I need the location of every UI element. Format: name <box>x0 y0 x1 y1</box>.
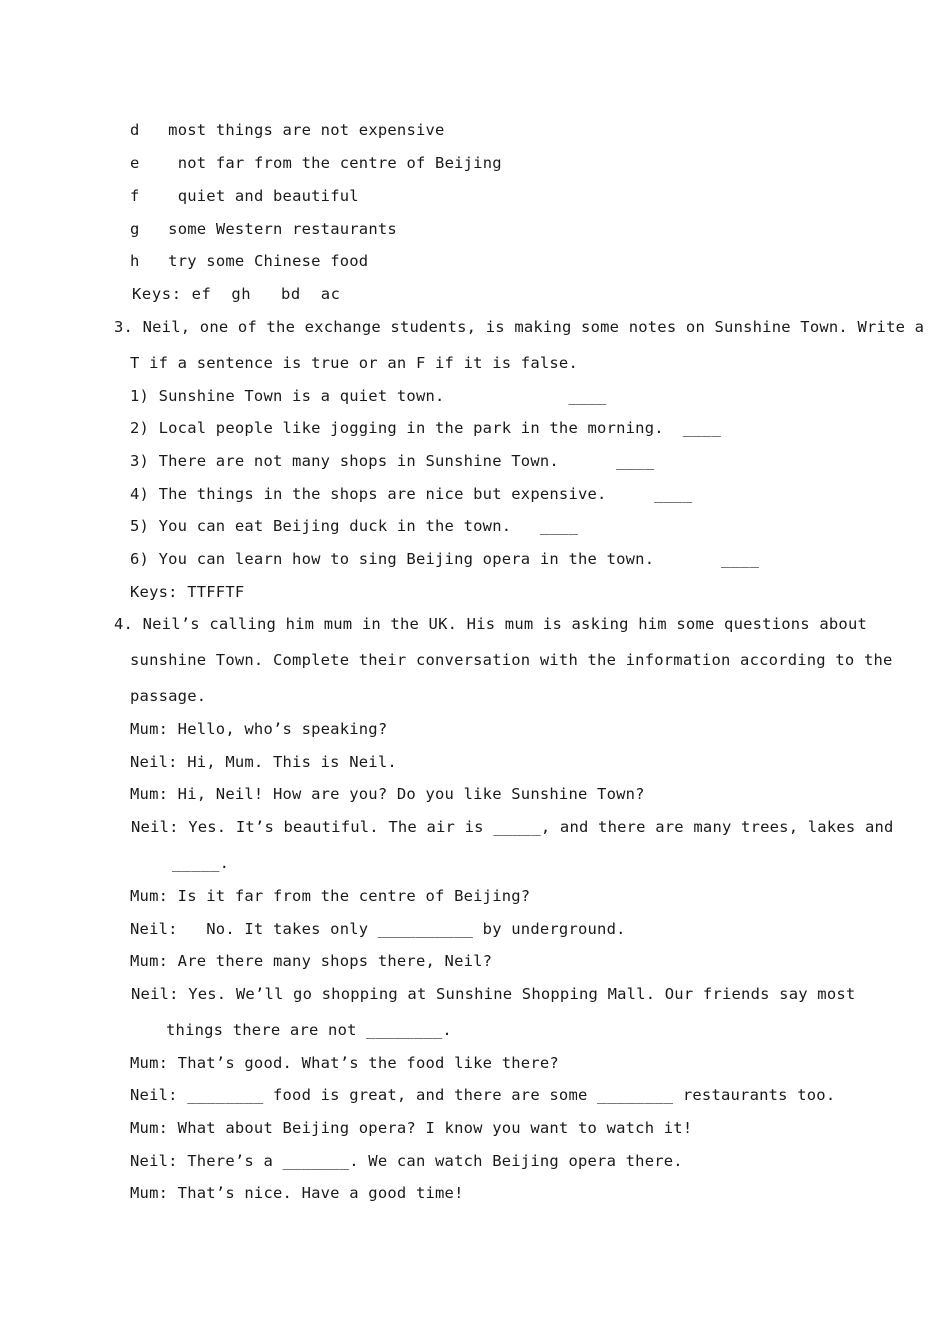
q3-statement-4: 4) The things in the shops are nice but expensive. ____ <box>130 485 693 503</box>
option-h: h try some Chinese food <box>130 252 369 270</box>
q3-statement-1: 1) Sunshine Town is a quiet town. ____ <box>130 387 607 405</box>
q3-keys: Keys: TTFFTF <box>130 583 245 601</box>
dialogue-line-continuation: things there are not ________. <box>166 1021 452 1039</box>
q4-instruction-line3: passage. <box>130 687 207 705</box>
dialogue-line: Mum: That’s good. What’s the food like there? <box>130 1054 559 1072</box>
dialogue-line: Neil: ________ food is great, and there are some ________ restaurants too. <box>130 1086 836 1104</box>
q3-statement-5: 5) You can eat Beijing duck in the town. ____ <box>130 517 578 535</box>
q3-statement-3: 3) There are not many shops in Sunshine Town. ____ <box>130 452 655 470</box>
option-d: d most things are not expensive <box>130 121 445 139</box>
dialogue-line: Mum: Are there many shops there, Neil? <box>130 952 493 970</box>
option-e: e not far from the centre of Beijing <box>130 154 502 172</box>
dialogue-line: Mum: Hello, who’s speaking? <box>130 720 388 738</box>
dialogue-line: Neil: Hi, Mum. This is Neil. <box>130 753 397 771</box>
keys-options: Keys: ef gh bd ac <box>132 285 341 303</box>
q4-instruction-line2: sunshine Town. Complete their conversation with the information according to the <box>130 651 893 669</box>
option-g: g some Western restaurants <box>130 220 397 238</box>
option-f: f quiet and beautiful <box>130 187 359 205</box>
q3-instruction-line2: T if a sentence is true or an F if it is false. <box>130 354 578 372</box>
q3-statement-2: 2) Local people like jogging in the park in the morning. ____ <box>130 419 721 437</box>
dialogue-line: Neil: There’s a _______. We can watch Beijing opera there. <box>130 1152 683 1170</box>
dialogue-line: Neil: Yes. It’s beautiful. The air is _____, and there are many trees, lakes and <box>131 818 894 836</box>
dialogue-line: Neil: Yes. We’ll go shopping at Sunshine Shopping Mall. Our friends say most <box>131 985 856 1003</box>
dialogue-line: Mum: What about Beijing opera? I know you want to watch it! <box>130 1119 693 1137</box>
dialogue-line-continuation: _____. <box>172 854 230 872</box>
dialogue-line: Mum: Hi, Neil! How are you? Do you like Sunshine Town? <box>130 785 645 803</box>
q4-instruction-line1: 4. Neil’s calling him mum in the UK. His mum is asking him some questions about <box>114 615 868 633</box>
q3-statement-6: 6) You can learn how to sing Beijing opera in the town. ____ <box>130 550 760 568</box>
dialogue-line: Mum: That’s nice. Have a good time! <box>130 1184 464 1202</box>
dialogue-line: Neil: No. It takes only __________ by underground. <box>130 920 626 938</box>
dialogue-line: Mum: Is it far from the centre of Beijing? <box>130 887 531 905</box>
q3-instruction-line1: 3. Neil, one of the exchange students, is making some notes on Sunshine Town. Write a <box>114 318 925 336</box>
